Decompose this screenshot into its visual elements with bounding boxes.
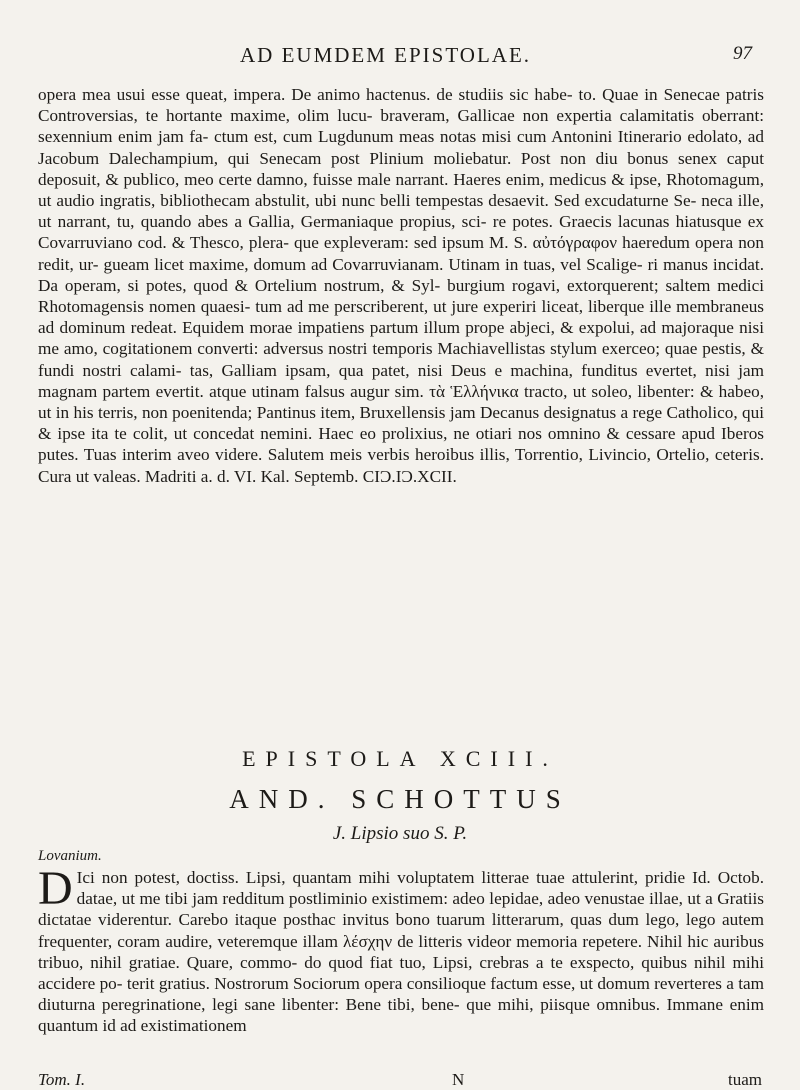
epistle-number: EPISTOLA XCIII. (242, 746, 558, 771)
epistle-place: Lovanium. (38, 848, 102, 864)
volume-signature: Tom. I. (38, 1070, 86, 1089)
catchword: tuam (728, 1070, 762, 1089)
drop-cap: D (38, 862, 73, 915)
epistle-addressee: J. Lipsio suo S. P. (332, 823, 468, 844)
gathering-letter: N (452, 1070, 465, 1089)
page-footer (0, 1070, 800, 1090)
page-number: 97 (733, 43, 752, 64)
epistle-paragraph: Ici non potest, doctiss. Lipsi, quantam mihi voluptatem litterae tuae attulerint, pridie Id. Octob. datae, ut me tibi jam redditum postliminio existimem: adeo lepidae, adeo venustae illae, ut a Gratiis dictatae viderentur. Carebo itaque posthac invitus bono tuarum litterarum, quas dum lego, lego autem frequenter, coram audire, veteremque illam λέσχην de litteris videor memoria repetere. Nihil hic auribus tribuo, nihil gratiae. Quare, commo- do quod fiat tuo, Lipsi, crebras a te exspecto, quibus nihil mihi accidere po- terit gratius. Nostrorum Sociorum opera consilioque factum esse, ut domum reverteres a tam diuturna peregrinatione, legi sane libenter: Bene tibi, bene- que mihi, piisque omnibus. Immane enim quantum id ad existimationem (38, 868, 764, 1036)
running-title: AD EUMDEM EPISTOLAE. (240, 43, 532, 67)
epistle-text (38, 862, 764, 1037)
running-head (0, 43, 800, 73)
previous-letter-text (38, 84, 764, 487)
epistle-author: AND. SCHOTTUS (229, 784, 571, 814)
previous-letter-paragraph: opera mea usui esse queat, impera. De animo hactenus. de studiis sic habe- to. Quae in Senecae patris Controversias, te hortante maxime, olim lucu- braveram, Gallicae non expertia calamitatis oberrant: sexennium enim jam fa- ctum est, cum Lugdunum meas notas misi cum Antonini Itinerario edolato, ad Jacobum Dalechampium, qui Senecam post Plinium moliebatur. Post non diu bonus senex caput deposuit, & publico, meo certe damno, fuisse male narrant. Haeres enim, medicus & ipse, Rhotomagum, ut audio ingratis, bibliothecam abstulit, ubi nunc belli tempestas desaevit. Sed excudaturne Se- neca ille, ut narrant, tu, quando abes a Gallia, Germaniaque propius, sci- re potes. Graecis lacunas hiatusque ex Covarruviano cod. & Thesco, plera- que expleveram: sed ipsum M. S. αὐτόγραφον haeredum opera non redit, ur- gueam licet maxime, domum ad Covarruvianam. Utinam in tuas, vel Scalige- ri manus incidat. Da operam, si potes, quod & Ortelium nostrum, & Syl- burgium rogavi, extorquerent; saltem medici Rhotomagensis nomen quaesi- tum ad me perscriberent, ut jure experiri liceat, liberque ille membraneus ad dominum redeat. Equidem morae impatiens partum illum prope abjeci, & expolui, ad majoraque nisi me amo, cogitationem converti: adversus nostri temporis Machiavellistas stylum exerceo; quae pestis, & fundi nostri calami- tas, Galliam ipsam, qua patet, nisi Deus e machina, funditus evertet, nisi jam magnam partem evertit. atque utinam falsus augur sim. τὰ Ἑλλήνικα tracto, ut soleo, libenter: & habeo, ut in his terris, non poenitenda; Pantinus item, Bruxellensis jam Decanus designatus a rege Catholico, qui & ipse ita te colit, ut concedat nemini. Haec eo prolixius, ne otiari nos omnino & cessare apud Iberos putes. Tuas interim aveo videre. Salutem meis verbis heroibus illis, Torrentio, Livincio, Ortelio, ceteris. Cura ut valeas. Madriti a. d. VI. Kal. Septemb. CIƆ.IƆ.XCII. (38, 85, 764, 486)
